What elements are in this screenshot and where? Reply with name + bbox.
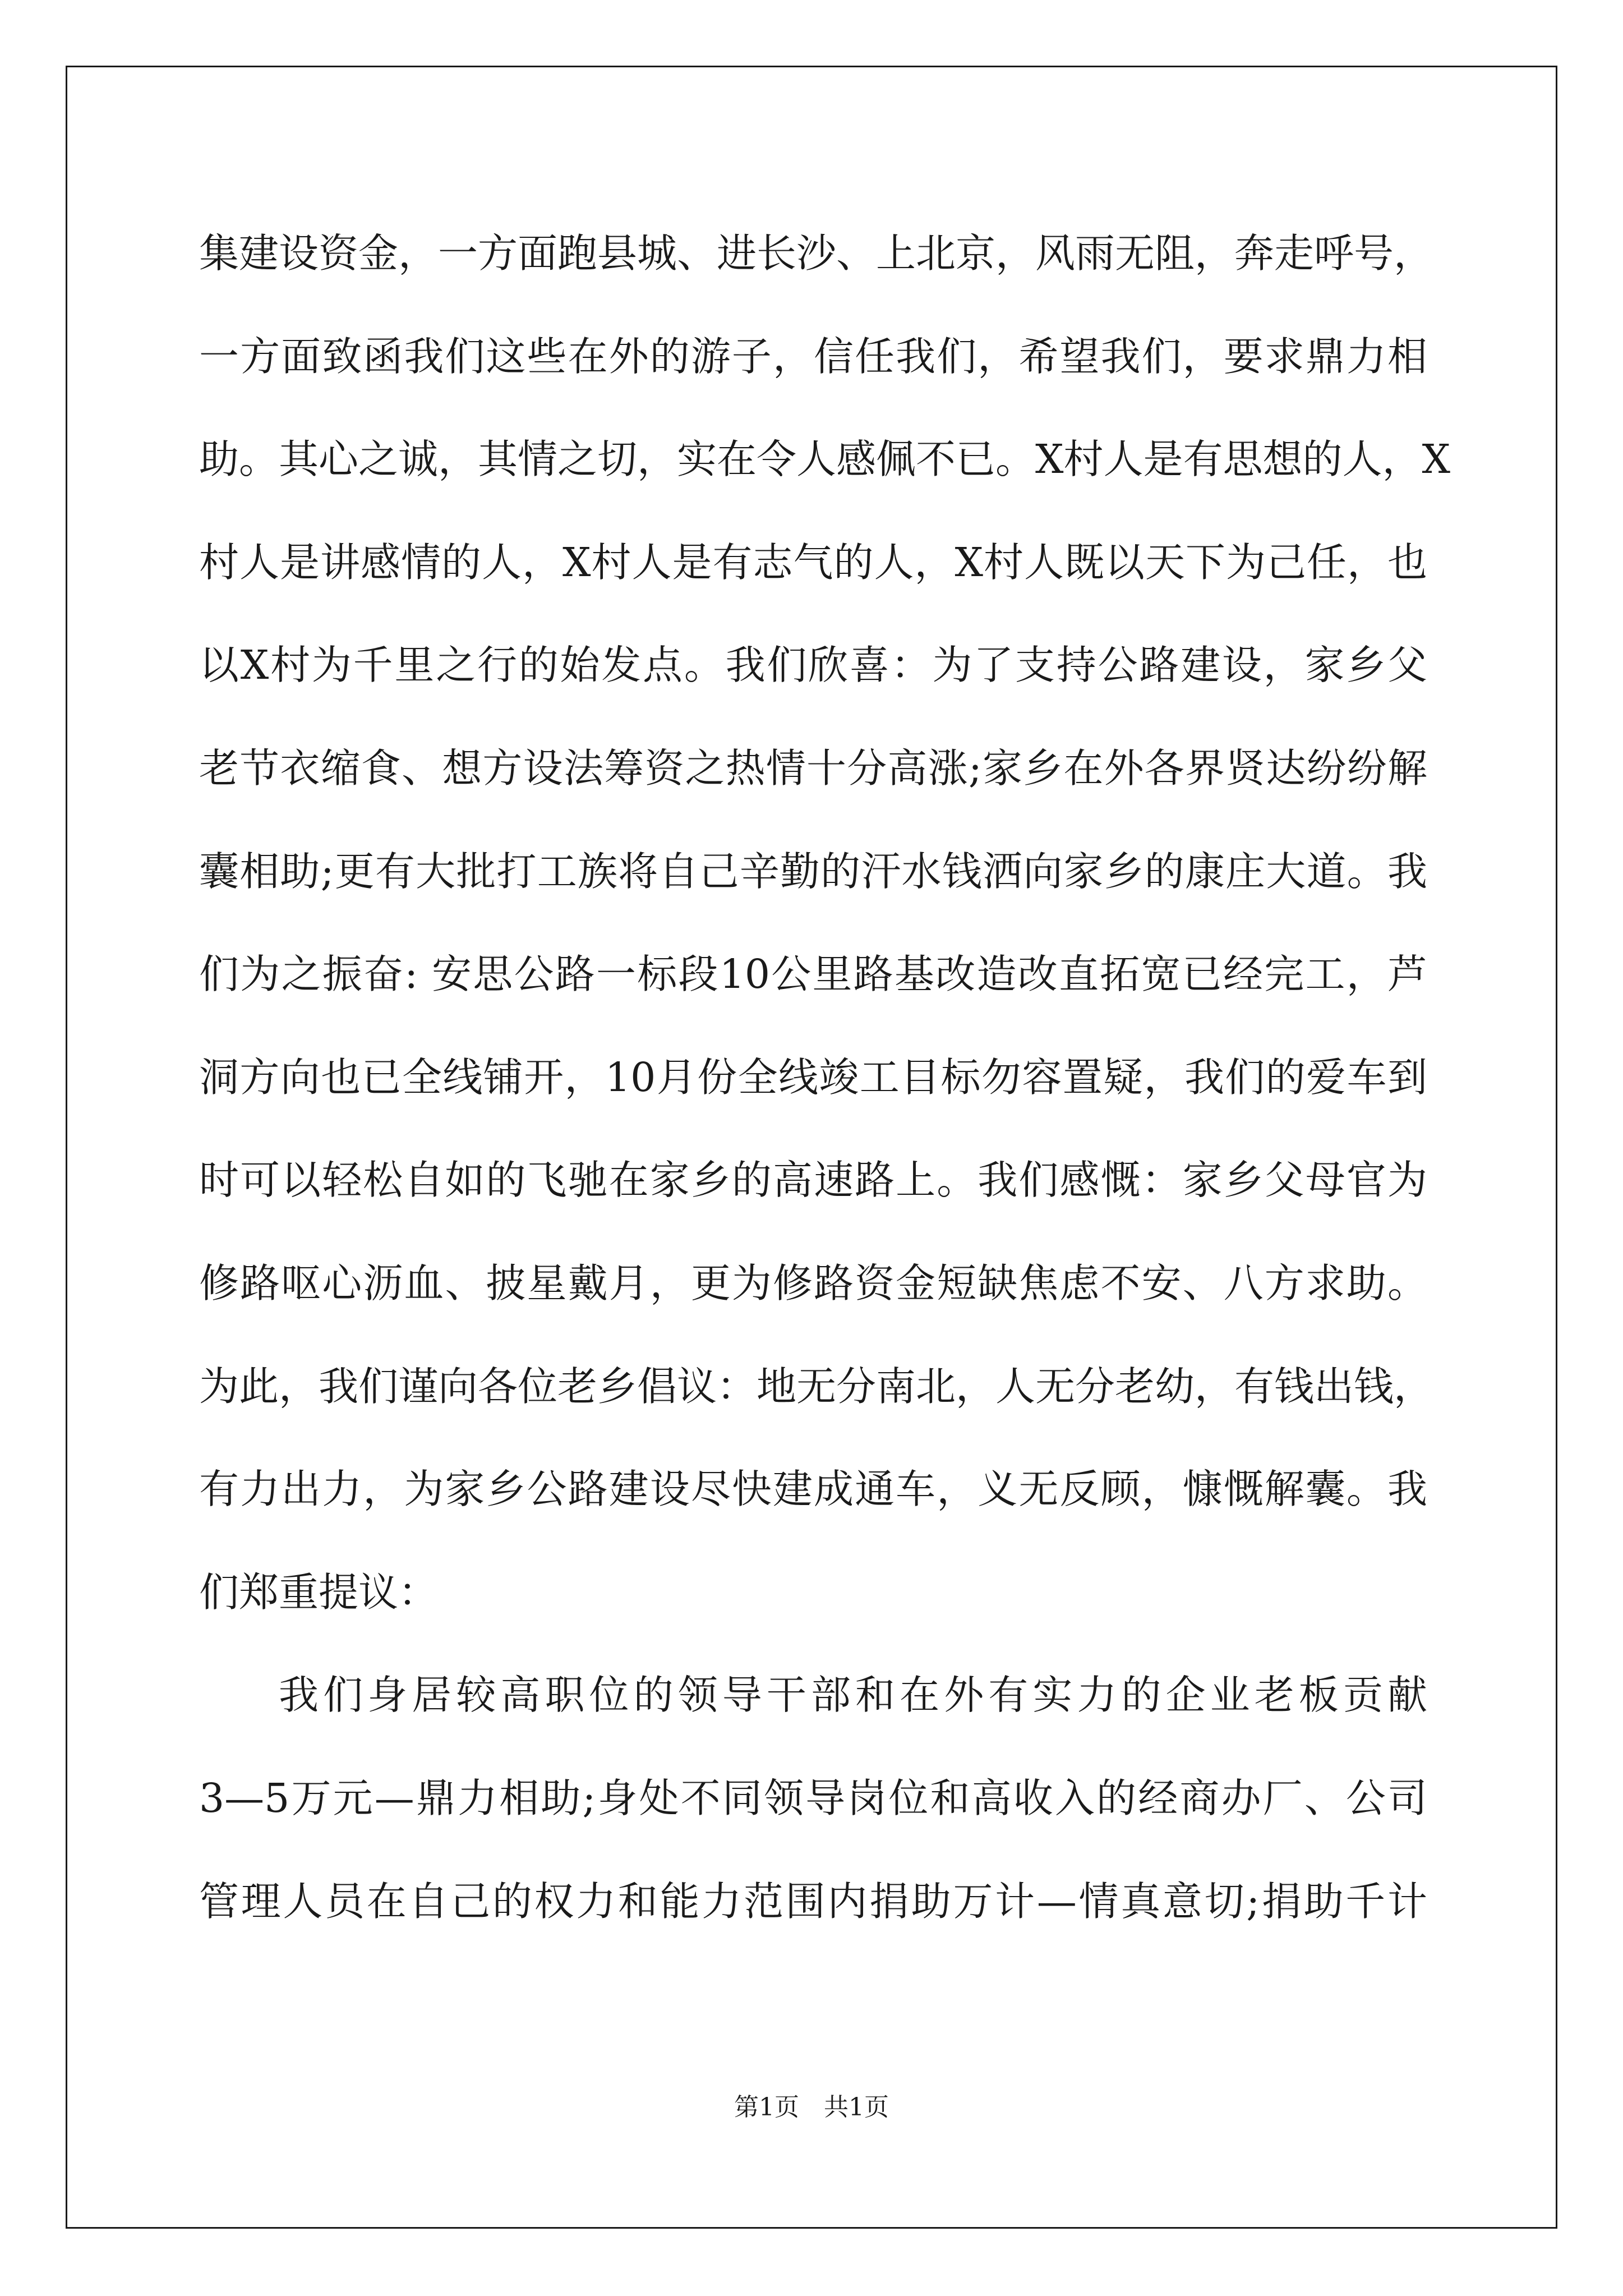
text-line: 村人是讲感情的人，X村人是有志气的人，X村人既以天下为己任，也 <box>199 539 1427 586</box>
text-line: 们郑重提议： <box>199 1568 439 1616</box>
document-body <box>199 202 1451 1953</box>
text-line: 们为之振奋: 安思公路一标段10公里路基改造改直拓宽已经完工，芦 <box>199 951 1427 998</box>
text-line: 助。其心之诚，其情之切，实在令人感佩不已。X村人是有思想的人，X <box>199 436 1451 483</box>
text-line: 管理人员在自己的权力和能力范围内捐助万计—情真意切;捐助千计 <box>199 1878 1427 1925</box>
text-line: 时可以轻松自如的飞驰在家乡的高速路上。我们感慨：家乡父母官为 <box>199 1157 1427 1204</box>
text-line: 洞方向也已全线铺开，10月份全线竣工目标勿容置疑，我们的爱车到 <box>199 1053 1427 1101</box>
text-line: 我们身居较高职位的领导干部和在外有实力的企业老板贡献 <box>279 1672 1427 1719</box>
page-number-footer: 第1页 共1页 <box>734 2093 889 2122</box>
text-line: 3—5万元—鼎力相助;身处不同领导岗位和高收入的经商办厂、公司 <box>199 1774 1427 1821</box>
text-line: 老节衣缩食、想方设法筹资之热情十分高涨;家乡在外各界贤达纷纷解 <box>199 744 1427 792</box>
text-line: 一方面致函我们这些在外的游子，信任我们，希望我们，要求鼎力相 <box>199 333 1427 380</box>
text-line: 为此，我们谨向各位老乡倡议：地无分南北，人无分老幼，有钱出钱， <box>199 1363 1434 1410</box>
text-line: 以X村为千里之行的始发点。我们欣喜：为了支持公路建设，家乡父 <box>199 642 1427 689</box>
text-line: 有力出力，为家乡公路建设尽快建成通车，义无反顾，慷慨解囊。我 <box>199 1466 1427 1513</box>
text-line: 囊相助;更有大批打工族将自己辛勤的汗水钱洒向家乡的康庄大道。我 <box>199 848 1427 895</box>
text-line: 集建设资金，一方面跑县城、进长沙、上北京，风雨无阻，奔走呼号， <box>199 230 1434 277</box>
text-line: 修路呕心沥血、披星戴月，更为修路资金短缺焦虑不安、八方求助。 <box>199 1259 1427 1306</box>
